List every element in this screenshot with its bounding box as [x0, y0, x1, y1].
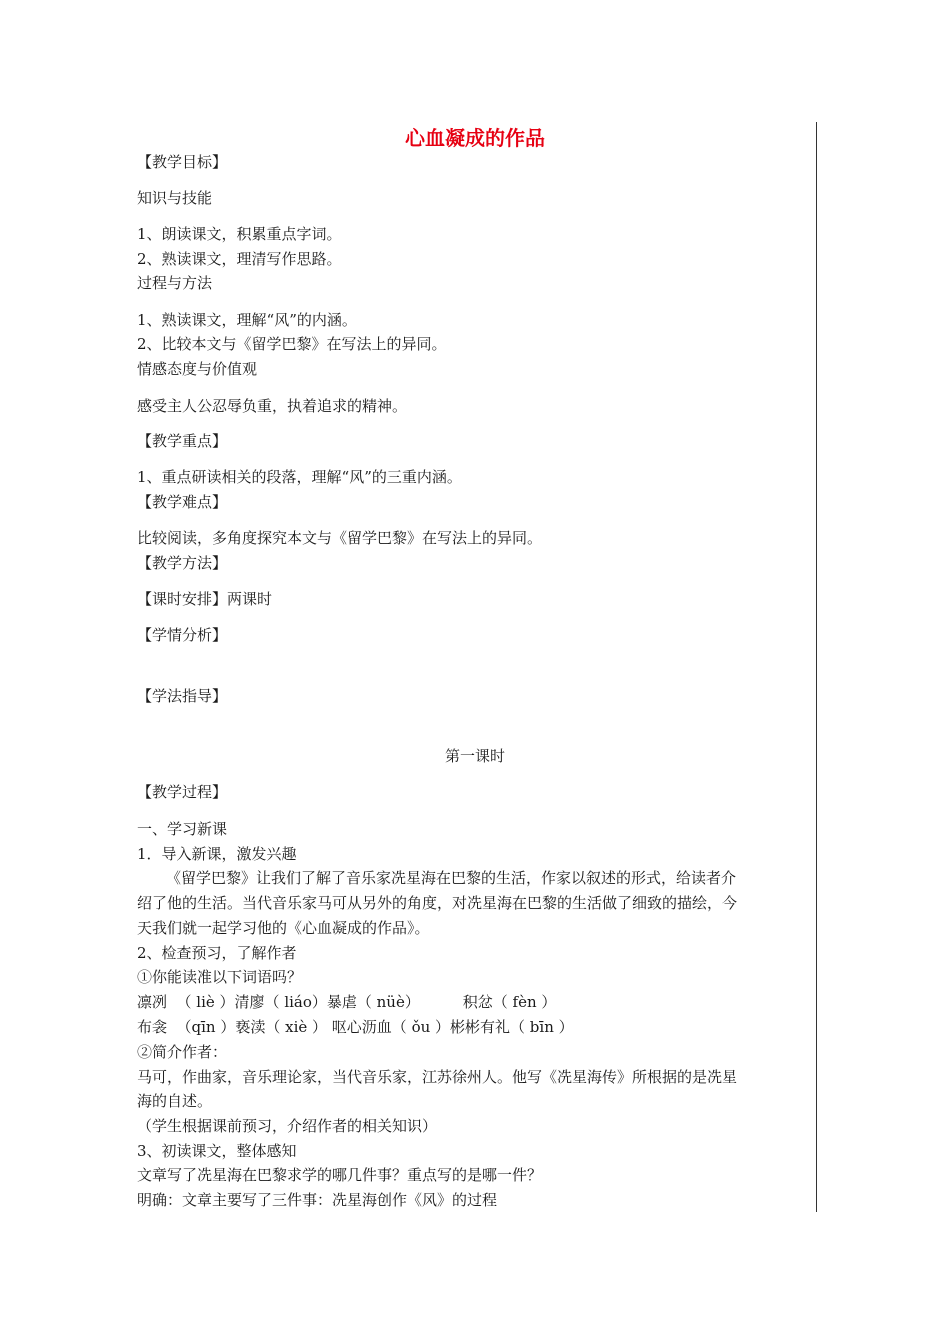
- page-title: 心血凝成的作品: [405, 126, 545, 150]
- text-line: 3、初读课文，整体感知: [137, 1142, 297, 1160]
- section-heading-guide: 【学法指导】: [137, 687, 228, 705]
- text-line: 一、学习新课: [137, 820, 228, 838]
- section-heading-difficulty: 【教学难点】: [137, 493, 228, 511]
- text-line: 2、比较本文与《留学巴黎》在写法上的异同。: [137, 335, 447, 353]
- vocab-line: 布衾 （qīn ）亵渎（ xiè ） 呕心沥血（ ǒu ）彬彬有礼（ bīn ）: [137, 1018, 574, 1036]
- subheading-knowledge: 知识与技能: [137, 189, 213, 207]
- subheading-emotion: 情感态度与价值观: [137, 360, 258, 378]
- text-line: （学生根据课前预习，介绍作者的相关知识）: [137, 1117, 438, 1135]
- text-line: 1、熟读课文，理解“风”的内涵。: [137, 311, 357, 329]
- text-line: 2、熟读课文，理清写作思路。: [137, 250, 342, 268]
- margin-rule: [816, 122, 817, 1212]
- text-line: 马可，作曲家，音乐理论家，当代音乐家，江苏徐州人。他写《冼星海传》所根据的是冼星: [137, 1068, 738, 1086]
- section-heading-schedule: 【课时安排】两课时: [137, 590, 273, 608]
- section-heading-process: 【教学过程】: [137, 783, 228, 801]
- text-line: 1、重点研读相关的段落，理解“风”的三重内涵。: [137, 468, 462, 486]
- subheading-process: 过程与方法: [137, 274, 213, 292]
- vocab-line: 凛冽 （ liè ）清廖（ liáo）暴虐（ nüè） 积忿（ fèn ）: [137, 993, 557, 1011]
- text-line: 明确：文章主要写了三件事：冼星海创作《风》的过程: [137, 1191, 498, 1209]
- section-heading-method: 【教学方法】: [137, 554, 228, 572]
- text-line: 海的自述。: [137, 1092, 213, 1110]
- text-line: 文章写了冼星海在巴黎求学的哪几件事？重点写的是哪一件？: [137, 1166, 543, 1184]
- text-line: 《留学巴黎》让我们了解了音乐家冼星海在巴黎的生活，作家以叙述的形式，给读者介: [166, 869, 737, 887]
- section-heading-analysis: 【学情分析】: [137, 626, 228, 644]
- text-line: 比较阅读，多角度探究本文与《留学巴黎》在写法上的异同。: [137, 529, 543, 547]
- text-line: ②简介作者：: [137, 1043, 228, 1061]
- text-line: 2、检查预习，了解作者: [137, 944, 297, 962]
- lesson-heading: 第一课时: [444, 747, 505, 765]
- section-heading-focus: 【教学重点】: [137, 432, 228, 450]
- text-line: 感受主人公忍辱负重，执着追求的精神。: [137, 397, 408, 415]
- text-line: 1、朗读课文，积累重点字词。: [137, 225, 342, 243]
- text-line: 天我们就一起学习他的《心血凝成的作品》。: [137, 919, 430, 937]
- text-line: ①你能读准以下词语吗？: [137, 968, 303, 986]
- text-line: 1．导入新课，激发兴趣: [137, 845, 297, 863]
- text-line: 绍了他的生活。当代音乐家马可从另外的角度，对冼星海在巴黎的生活做了细致的描绘，今: [137, 894, 738, 912]
- section-heading-goals: 【教学目标】: [137, 153, 228, 171]
